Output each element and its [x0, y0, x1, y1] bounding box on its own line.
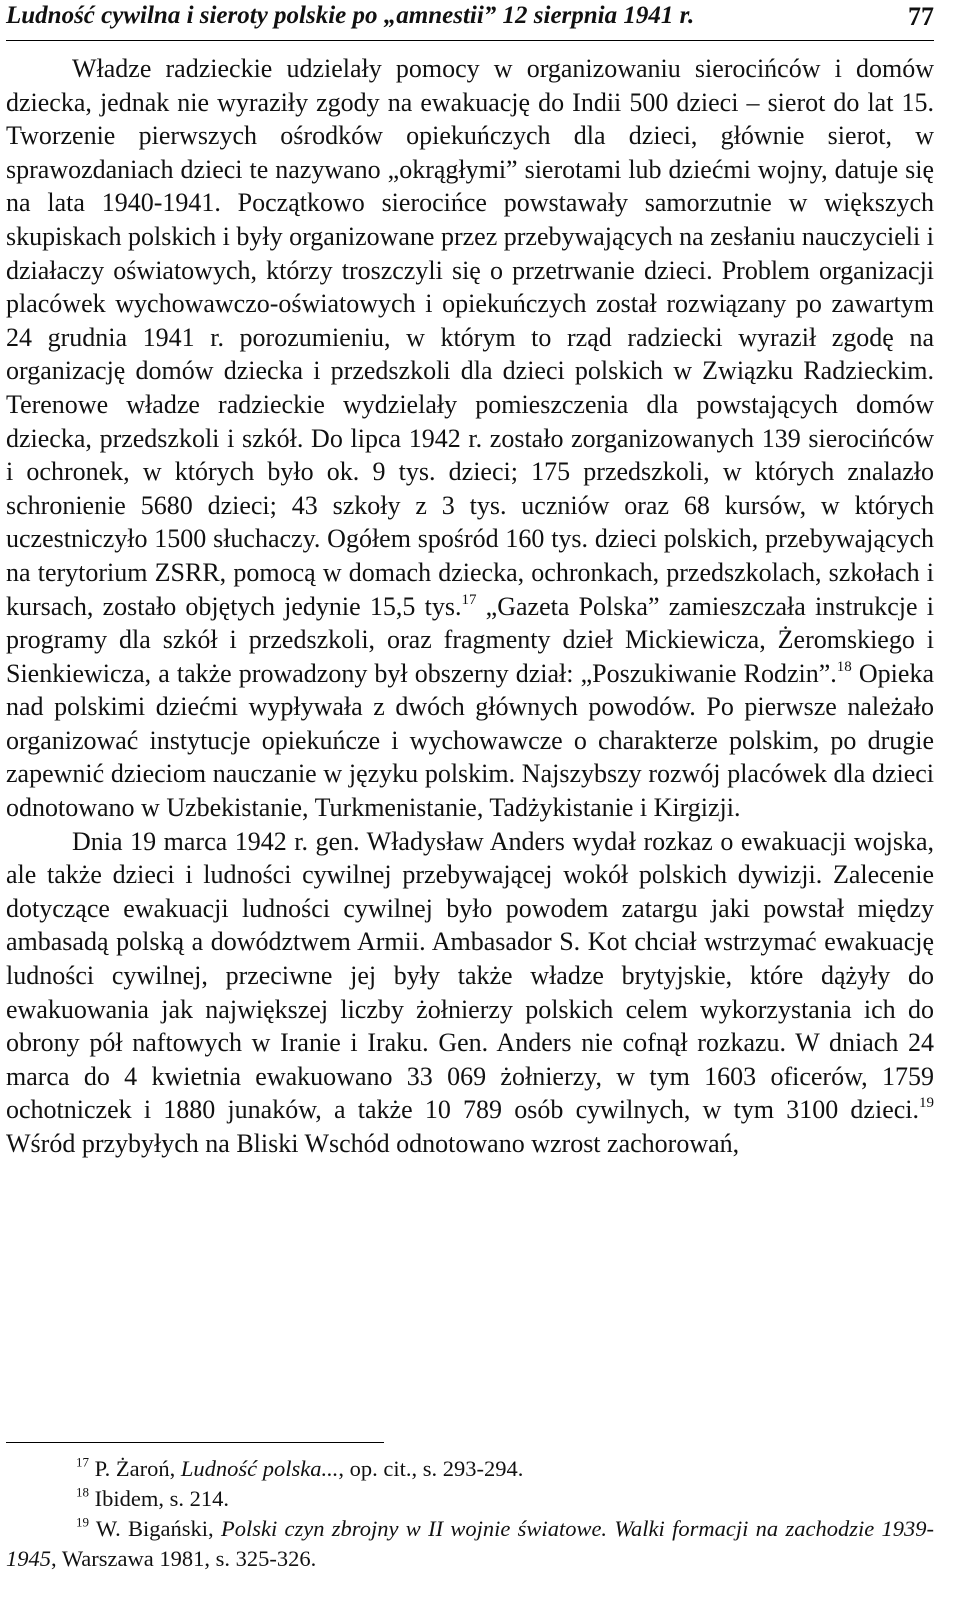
footnote-text: , op. cit., s. 293-294. — [338, 1456, 524, 1481]
footnote — [6, 1454, 934, 1484]
paragraph-text: Władze radzieckie udzielały pomocy w organizowaniu sierocińców i domów dziecka, jednak nie wyraziły zgody na ewakuację do Indii 500 dzieci – sierot do lat 15. Tworzenie pierwszych ośrodków opiekuńczych dla dzieci, głównie sierot, w sprawozdaniach dzieci te nazywano „okrągłymi” sierotami lub dziećmi wojny, datuje się na lata 1940-1941. Początkowo sierocińce powstawały samorzutnie w większych skupiskach polskich i były organizowane przez przebywających na zesłaniu nauczycieli i działaczy oświatowych, którzy troszczyli się o przetrwanie dzieci. Problem organizacji placówek wychowawczo-oświatowych i opiekuńczych został rozwiązany po zawartym 24 grudnia 1941 r. porozumieniu, w którym to rząd radziecki wyraził zgodę na organizację domów dziecka i przedszkoli dla dzieci polskich w Związku Radzieckim. Terenowe władze radzieckie wydzielały pomieszczenia dla powstających domów dziecka, przedszkoli i szkół. Do lipca 1942 r. zostało zorganizowanych 139 sierocińców i ochronek, w których było ok. 9 tys. dzieci; 175 przedszkoli, w których znalazło schronienie 5680 dzieci; 43 szkoły z 3 tys. uczniów oraz 68 kursów, w których uczestniczyło 1500 słuchaczy. Ogółem spośród 160 tys. dzieci polskich, przebywających na terytorium ZSRR, pomocą w domach dziecka, ochronkach, przedszkolach, szkołach i kursach, zostało objętych jedynie 15,5 tys. — [6, 54, 934, 621]
footnote-ref[interactable]: 17 — [461, 591, 477, 608]
footnote-ref[interactable]: 18 — [836, 658, 852, 675]
footnote-text: P. Żaroń, — [89, 1456, 181, 1481]
page-number: 77 — [908, 2, 934, 31]
paragraph-text: Dnia 19 marca 1942 r. gen. Władysław Anders wydał rozkaz o ewakuacji wojska, ale także dzieci i ludności cywilnej przebywającej wokół polskich dywizji. Zalecenie dotyczące ewakuacji ludności cywilnej było powodem zatargu jaki powstał między ambasadą polską a dowództwem Armii. Ambasador S. Kot chciał wstrzymać ewakuację ludności cywilnej, przeciwne jej były także władze brytyjskie, które dążyły do ewakuowania jak największej liczby żołnierzy polskich celem wykorzystania ich do obrony pół naftowych w Iranie i Iraku. Gen. Anders nie cofnął rozkazu. W dniach 24 marca do 4 kwietnia ewakuowano 33 069 żołnierzy, w tym 1603 oficerów, 1759 ochotniczek i 1880 junaków, a także 10 789 osób cywilnych, w tym 3100 dzieci. — [6, 826, 934, 1125]
header-rule — [6, 40, 934, 41]
paragraph — [6, 825, 934, 1161]
paragraph — [6, 52, 934, 825]
footnote — [6, 1484, 934, 1514]
running-header-title: Ludność cywilna i sieroty polskie po „amnestii” 12 sierpnia 1941 r. — [6, 2, 695, 29]
paragraph-text: „Gazeta Polska” zamieszczała instrukcje i programy dla szkół i przedszkoli, oraz fragmenty dzieł Mickiewicza, Żeromskiego i Sienkiewicza, a także prowadzony był obszerny dział: „Poszukiwanie Rodzin”. — [6, 591, 934, 688]
footnote-number: 19 — [76, 1514, 89, 1530]
paragraph-text: Wśród przybyłych na Bliski Wschód odnotowano wzrost zachorowań, — [6, 1129, 740, 1158]
running-header — [6, 2, 934, 42]
footnote-title: Ludność polska... — [180, 1456, 339, 1481]
body-text — [6, 52, 934, 1161]
footnote — [6, 1514, 934, 1574]
footnote-text: Ibidem, s. 214. — [89, 1486, 229, 1511]
footnote-text: , Warszawa 1981, s. 325-326. — [51, 1546, 317, 1571]
footnote-number: 17 — [76, 1454, 89, 1470]
footnote-separator — [6, 1442, 384, 1443]
footnote-ref[interactable]: 19 — [919, 1095, 934, 1112]
footnote-title: Polski czyn zbrojny w II wojnie światowe. Walki formacji na zachodzie 1939-1945 — [6, 1516, 934, 1571]
footnotes — [6, 1454, 934, 1574]
footnote-text: W. Bigański, — [89, 1516, 221, 1541]
paragraph-text: Opieka nad polskimi dziećmi wypływała z dwóch głównych powodów. Po pierwsze należało organizować instytucje opiekuńcze i wychowawcze o charakterze polskim, po drugie zapewnić dzieciom nauczanie w języku polskim. Najszybszy rozwój placówek dla dzieci odnotowano w Uzbekistanie, Turkmenistanie, Tadżykistanie i Kirgizji. — [6, 658, 934, 823]
footnote-number: 18 — [76, 1484, 89, 1500]
